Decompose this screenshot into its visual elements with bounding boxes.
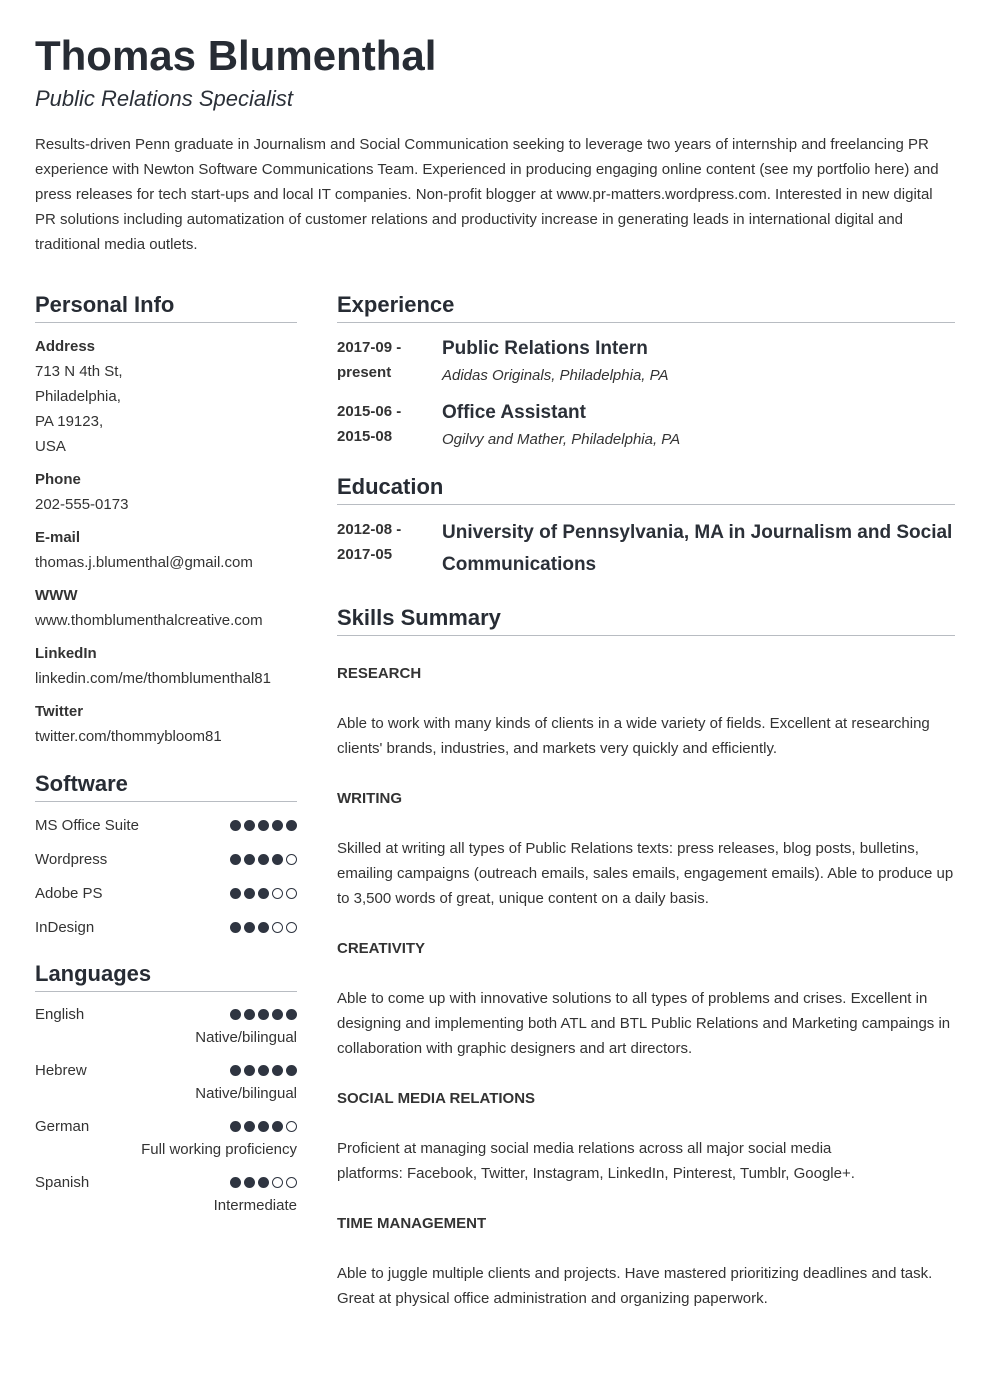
language-item (35, 1170, 297, 1226)
empty-dot-icon (286, 1121, 297, 1132)
phone-label: Phone (35, 471, 81, 488)
job-company: Ogilvy and Mather, Philadelphia, PA (442, 431, 681, 448)
languages-title: Languages (35, 959, 297, 992)
software-name: MS Office Suite (35, 816, 139, 834)
date-from: 2012-08 - (337, 521, 402, 538)
twitter-block (35, 699, 297, 749)
language-item (35, 1002, 297, 1058)
linkedin-label: LinkedIn (35, 645, 97, 662)
skill-description: Able to work with many kinds of clients in a wide variety of fields. Excellent at researching clients' brands, industries, and markets very quickly and efficiently. (337, 715, 930, 757)
filled-dot-icon (286, 820, 297, 831)
entry-date (337, 399, 442, 451)
date-to: 2015-08 (337, 428, 393, 445)
date-to: present (337, 364, 392, 381)
filled-dot-icon (258, 1121, 269, 1132)
date-from: 2015-06 - (337, 403, 402, 420)
filled-dot-icon (230, 922, 241, 933)
filled-dot-icon (258, 1009, 269, 1020)
software-list (35, 808, 297, 944)
address-line: USA (35, 438, 66, 455)
skill-description: Able to juggle multiple clients and projects. Have mastered prioritizing deadlines and task. Great at physical office administration and organizing paperwork. (337, 1265, 933, 1307)
twitter-label: Twitter (35, 703, 84, 720)
phone-value: 202-555-0173 (35, 496, 129, 513)
languages-list (35, 1002, 297, 1226)
filled-dot-icon (244, 1121, 255, 1132)
software-item (35, 808, 297, 842)
filled-dot-icon (258, 1177, 269, 1188)
date-to: 2017-05 (337, 546, 393, 563)
filled-dot-icon (272, 1009, 283, 1020)
linkedin-value[interactable]: linkedin.com/me/thomblumenthal81 (35, 670, 271, 687)
www-block (35, 583, 297, 633)
skill-heading: RESEARCH (337, 665, 422, 682)
filled-dot-icon (258, 922, 269, 933)
experience-title: Experience (337, 290, 955, 323)
software-item (35, 842, 297, 876)
language-name: Spanish (35, 1174, 90, 1191)
language-name: German (35, 1118, 90, 1135)
skill-heading: WRITING (337, 790, 402, 807)
filled-dot-icon (230, 820, 241, 831)
rating-dots (230, 922, 297, 933)
skill-description: Proficient at managing social media relations across all major social media platforms: Facebook, Twitter, Instagram, LinkedIn, Pinterest, Tumblr, Google+. (337, 1140, 855, 1182)
www-label: WWW (35, 587, 78, 604)
software-title: Software (35, 769, 297, 802)
degree-title: University of Pennsylvania, MA in Journalism and Social Communications (442, 522, 953, 575)
empty-dot-icon (272, 922, 283, 933)
rating-dots (230, 1177, 297, 1188)
education-title: Education (337, 472, 955, 505)
address-line: PA 19123, (35, 413, 104, 430)
address-line: Philadelphia, (35, 388, 121, 405)
filled-dot-icon (272, 1065, 283, 1076)
address-label: Address (35, 338, 96, 355)
language-level: Native/bilingual (195, 1029, 297, 1046)
skill-heading: CREATIVITY (337, 940, 426, 957)
rating-dots (230, 888, 297, 899)
skills-summary-list (337, 661, 955, 1311)
empty-dot-icon (286, 1177, 297, 1188)
software-item (35, 910, 297, 944)
entry-date (337, 335, 442, 387)
language-item (35, 1058, 297, 1114)
www-value[interactable]: www.thomblumenthalcreative.com (35, 612, 263, 629)
rating-dots (230, 820, 297, 831)
filled-dot-icon (230, 1065, 241, 1076)
filled-dot-icon (244, 820, 255, 831)
language-level: Full working proficiency (141, 1141, 297, 1158)
rating-dots (230, 1009, 297, 1020)
software-name: InDesign (35, 918, 95, 936)
filled-dot-icon (272, 820, 283, 831)
filled-dot-icon (244, 1065, 255, 1076)
empty-dot-icon (286, 922, 297, 933)
skill-description: Skilled at writing all types of Public Relations texts: press releases, blog posts, bulletins, emailing campaigns (outreach emails, sales emails, engagement emails). Able to produce up to 3,500 words of great, unique content on a daily basis. (337, 840, 954, 907)
filled-dot-icon (272, 1121, 283, 1132)
email-value[interactable]: thomas.j.blumenthal@gmail.com (35, 554, 253, 571)
skill-heading: TIME MANAGEMENT (337, 1215, 487, 1232)
language-name: Hebrew (35, 1062, 87, 1079)
language-name: English (35, 1006, 85, 1023)
address-block (35, 334, 297, 459)
filled-dot-icon (258, 854, 269, 865)
filled-dot-icon (286, 1009, 297, 1020)
experience-entry (337, 399, 955, 451)
software-name: Adobe PS (35, 884, 103, 902)
filled-dot-icon (230, 1009, 241, 1020)
filled-dot-icon (230, 1121, 241, 1132)
empty-dot-icon (272, 888, 283, 899)
filled-dot-icon (244, 854, 255, 865)
entry-date (337, 517, 442, 581)
candidate-role: Public Relations Specialist (35, 86, 294, 111)
phone-block (35, 467, 297, 517)
personal-info-title: Personal Info (35, 290, 297, 323)
experience-entry (337, 335, 955, 387)
skill-description: Able to come up with innovative solutions to all types of problems and crises. Excellent in designing and implementing both ATL and BTL Public Relations and Marketing campaings in collaboration with graphic designers and art directors. (337, 990, 951, 1057)
filled-dot-icon (258, 820, 269, 831)
left-column (35, 290, 297, 1226)
filled-dot-icon (244, 1009, 255, 1020)
language-level: Native/bilingual (195, 1085, 297, 1102)
job-title: Office Assistant (442, 402, 586, 423)
email-block (35, 525, 297, 575)
email-label: E-mail (35, 529, 81, 546)
rating-dots (230, 1121, 297, 1132)
filled-dot-icon (272, 854, 283, 865)
filled-dot-icon (286, 1065, 297, 1076)
filled-dot-icon (244, 888, 255, 899)
filled-dot-icon (258, 1065, 269, 1076)
right-column (337, 290, 955, 1311)
filled-dot-icon (244, 922, 255, 933)
twitter-value[interactable]: twitter.com/thommybloom81 (35, 728, 222, 745)
skills-summary-title: Skills Summary (337, 603, 955, 636)
linkedin-block (35, 641, 297, 691)
rating-dots (230, 1065, 297, 1076)
education-entry (337, 517, 955, 581)
language-item (35, 1114, 297, 1170)
candidate-name: Thomas Blumenthal (35, 32, 437, 79)
software-name: Wordpress (35, 850, 108, 868)
job-title: Public Relations Intern (442, 338, 648, 359)
empty-dot-icon (286, 888, 297, 899)
language-level: Intermediate (213, 1197, 297, 1214)
filled-dot-icon (244, 1177, 255, 1188)
date-from: 2017-09 - (337, 339, 402, 356)
skill-heading: SOCIAL MEDIA RELATIONS (337, 1090, 536, 1107)
filled-dot-icon (230, 888, 241, 899)
filled-dot-icon (230, 854, 241, 865)
address-line: 713 N 4th St, (35, 363, 123, 380)
filled-dot-icon (230, 1177, 241, 1188)
software-item (35, 876, 297, 910)
empty-dot-icon (272, 1177, 283, 1188)
rating-dots (230, 854, 297, 865)
job-company: Adidas Originals, Philadelphia, PA (442, 367, 669, 384)
filled-dot-icon (258, 888, 269, 899)
profile-summary: Results-driven Penn graduate in Journalism and Social Communication seeking to leverage two years of internship and freelancing PR experience with Newton Software Communications Team. Experienced in producing engaging online content (see my portfolio here) and press releases for tech start-ups and local IT companies. Non-profit blogger at www.pr-matters.wordpress.com. Interested in new digital PR solutions including automatization of customer relations and productivity increase in generating leads in international digital and traditional media outlets. (35, 136, 939, 253)
empty-dot-icon (286, 854, 297, 865)
